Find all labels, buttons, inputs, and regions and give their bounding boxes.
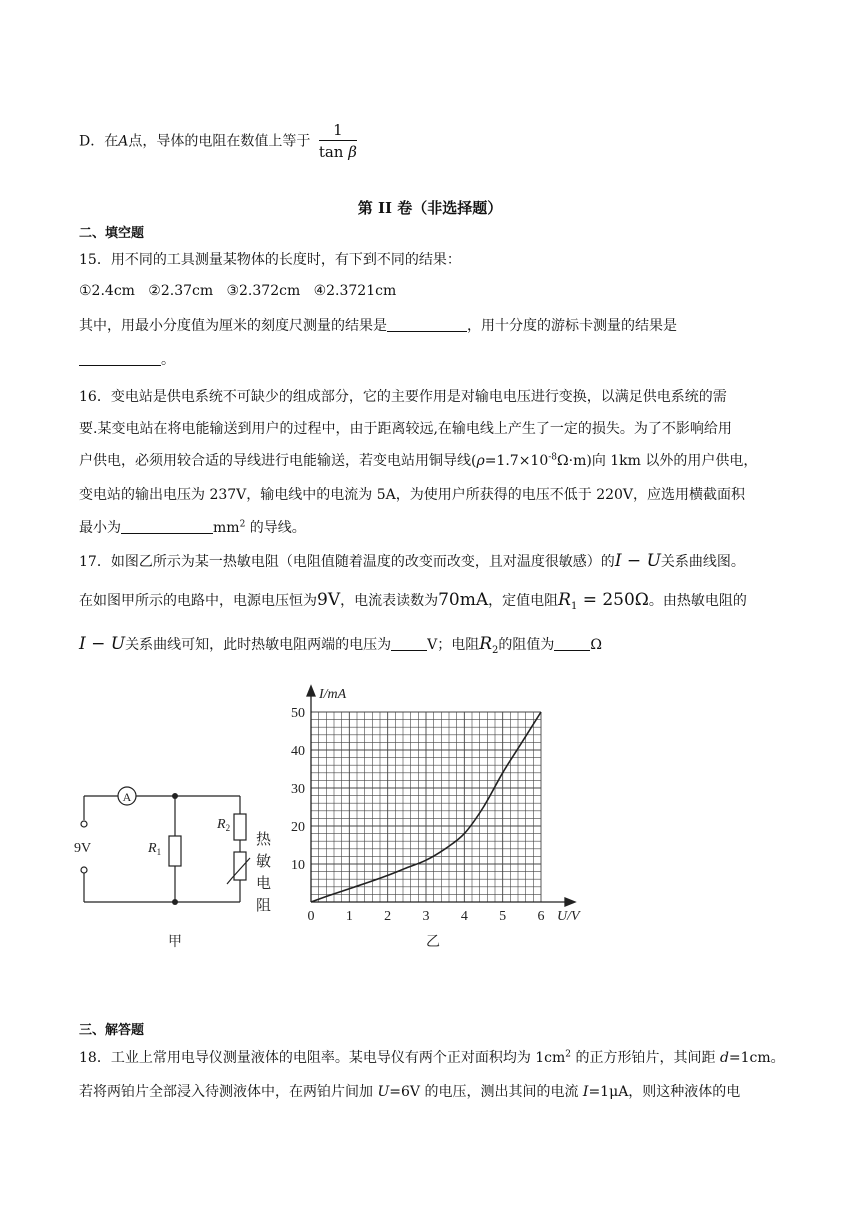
q17-text-e: ，定值电阻	[488, 593, 559, 609]
q16-text-a: 户供电，必须用较合适的导线进行电能输送，若变电站用铜导线(	[79, 453, 477, 469]
q17-text-i: 的阻值为	[498, 637, 555, 653]
resistor-r2-icon	[234, 814, 246, 840]
unit-exponent: 2	[239, 519, 246, 530]
ammeter-label: A	[122, 790, 132, 804]
section-fill-blank: 二、填空题	[79, 226, 145, 241]
q15-line3	[79, 315, 677, 335]
x-tick-label: 6	[537, 909, 545, 924]
q18-text-a: 18．工业上常用电导仪测量液体的电阻率。某电导仪有两个正对面积均为 1cm	[79, 1050, 566, 1066]
q16-text-d: 最小为	[79, 520, 121, 536]
r1-subscript: 1	[570, 600, 578, 612]
area-exponent: 2	[565, 1049, 572, 1060]
r2-subscript: 2	[492, 644, 499, 656]
point-a: A	[118, 133, 129, 150]
q16-line2: 要.某变电站在将电能输送到用户的过程中，由于距离较远,在输电线上产生了一定的损失。为了不影响给用	[79, 421, 732, 437]
iu-symbol: I − U	[79, 634, 126, 654]
r1-symbol: R	[558, 590, 571, 610]
exponent: -8	[548, 452, 558, 463]
tan-text: tan	[318, 143, 344, 161]
q15-options: ①2.4cm ②2.37cm ③2.372cm ④2.3721cm	[79, 283, 397, 299]
q17-text-a: 17．如图乙所示为某一热敏电阻（电阻值随着温度的改变而改变，且对温度很敏感）的	[79, 554, 615, 570]
d-symbol: d	[719, 1050, 729, 1066]
q16-line1: 16．变电站是供电系统不可缺少的组成部分，它的主要作用是对输电电压进行变换，以满足供电系统的需	[79, 389, 727, 405]
chart-tick-labels	[291, 706, 545, 924]
thermistor-label-4: 阻	[256, 898, 272, 914]
thermistor-label-1: 热	[256, 832, 272, 848]
unit-mm: mm	[213, 520, 240, 536]
thermistor-label-2: 敏	[256, 854, 272, 870]
q15-stem: 15．用不同的工具测量某物体的长度时，有下到不同的结果：	[79, 252, 461, 268]
option-d	[79, 120, 357, 163]
x-tick-label: 3	[422, 909, 430, 924]
answer-blank[interactable]	[391, 636, 427, 651]
x-axis-label: U/V	[557, 909, 580, 924]
q16-text-e: 的导线。	[245, 520, 306, 536]
x-tick-label: 2	[384, 909, 392, 924]
u-symbol: U	[377, 1084, 390, 1100]
x-tick-label: 1	[345, 909, 353, 924]
q16-line5	[79, 517, 306, 537]
chart-caption: 乙	[426, 935, 440, 950]
thermistor-label-3: 电	[256, 876, 272, 892]
iu-symbol: I − U	[614, 551, 661, 571]
q17-line2	[79, 590, 747, 612]
beta-symbol: β	[348, 143, 357, 161]
y-axis-label: I/mA	[319, 687, 347, 702]
answer-blank[interactable]	[554, 636, 590, 651]
q16-line3	[79, 450, 757, 470]
q18-text-e: =6V 的电压，测出其间的电流	[389, 1084, 583, 1100]
q18-text-c: =1cm。	[728, 1050, 785, 1066]
option-d-text: 点，导体的电阻在数值上等于	[128, 133, 311, 150]
y-tick-label: 10	[291, 858, 305, 873]
thermistor-icon	[234, 852, 246, 880]
r2-symbol: R	[479, 634, 493, 654]
q15-text-b: ，用十分度的游标卡测量的结果是	[467, 318, 677, 334]
q15-line4	[79, 349, 175, 369]
x-tick-label: 0	[307, 909, 315, 924]
answer-blank[interactable]	[79, 351, 161, 366]
fraction-numerator: 1	[319, 120, 357, 141]
chart-grid	[311, 712, 541, 902]
q17-text-g: 关系曲线可知，此时热敏电阻两端的电压为	[125, 637, 392, 653]
y-axis-arrow-icon	[307, 686, 315, 696]
i-symbol: I	[582, 1084, 589, 1100]
q15-end: 。	[161, 352, 175, 368]
circuit-diagram	[70, 780, 290, 960]
y-tick-label: 20	[291, 820, 305, 835]
x-tick-label: 5	[499, 909, 507, 924]
rho-symbol: ρ	[476, 453, 485, 469]
q16-line4: 变电站的输出电压为 237V，输电线中的电流为 5A，为使用户所获得的电压不低于 220V，应选用横截面积	[79, 487, 746, 503]
q16-text-b: =1.7×10	[484, 453, 549, 469]
r1-label: $R_1$	[148, 841, 162, 857]
q17-text-f: 。由热敏电阻的	[648, 593, 747, 609]
q17-text-b: 关系曲线图。	[660, 554, 745, 570]
answer-blank[interactable]	[121, 519, 213, 534]
q15-text-a: 其中，用最小分度值为厘米的刻度尺测量的结果是	[79, 318, 387, 334]
q17-line1	[79, 551, 745, 571]
resistor-r1-icon	[169, 836, 181, 866]
q18-text-b: 的正方形铂片，其间距	[571, 1050, 720, 1066]
x-tick-label: 4	[460, 909, 468, 924]
option-d-label: D．在	[79, 133, 119, 150]
source-voltage-label: 9V	[74, 841, 92, 856]
q18-line2	[79, 1081, 740, 1101]
r2-label: $R_2$	[217, 817, 231, 833]
y-tick-label: 40	[291, 744, 305, 759]
fraction-denominator	[319, 141, 357, 163]
current-value: 70mA	[438, 590, 489, 610]
q18-text-d: 若将两铂片全部浸入待测液体中，在两铂片间加	[79, 1084, 378, 1100]
chart-axes	[307, 686, 575, 906]
q17-line3	[79, 634, 602, 656]
fraction-1-over-tan-beta	[319, 120, 357, 163]
q17-text-h: V；电阻	[427, 637, 480, 653]
section-answer: 三、解答题	[79, 1023, 145, 1038]
part-title: 第 II 卷（非选择题）	[357, 199, 503, 217]
q16-text-c: Ω·m)向 1km 以外的用户供电，	[557, 453, 758, 469]
q17-text-d: ，电流表读数为	[340, 593, 439, 609]
voltage-value: 9V	[317, 590, 341, 610]
q18-text-f: =1μA，则这种液体的电	[588, 1084, 741, 1100]
r1-value: = 250Ω	[577, 590, 649, 610]
x-axis-arrow-icon	[565, 898, 575, 906]
answer-blank[interactable]	[387, 317, 467, 332]
q17-text-c: 在如图甲所示的电路中，电源电压恒为	[79, 593, 317, 609]
unit-ohm: Ω	[590, 637, 603, 653]
circuit-caption: 甲	[168, 935, 182, 950]
y-tick-label: 50	[291, 706, 305, 721]
iu-chart	[280, 680, 610, 950]
y-tick-label: 30	[291, 782, 305, 797]
q18-line1	[79, 1047, 785, 1067]
